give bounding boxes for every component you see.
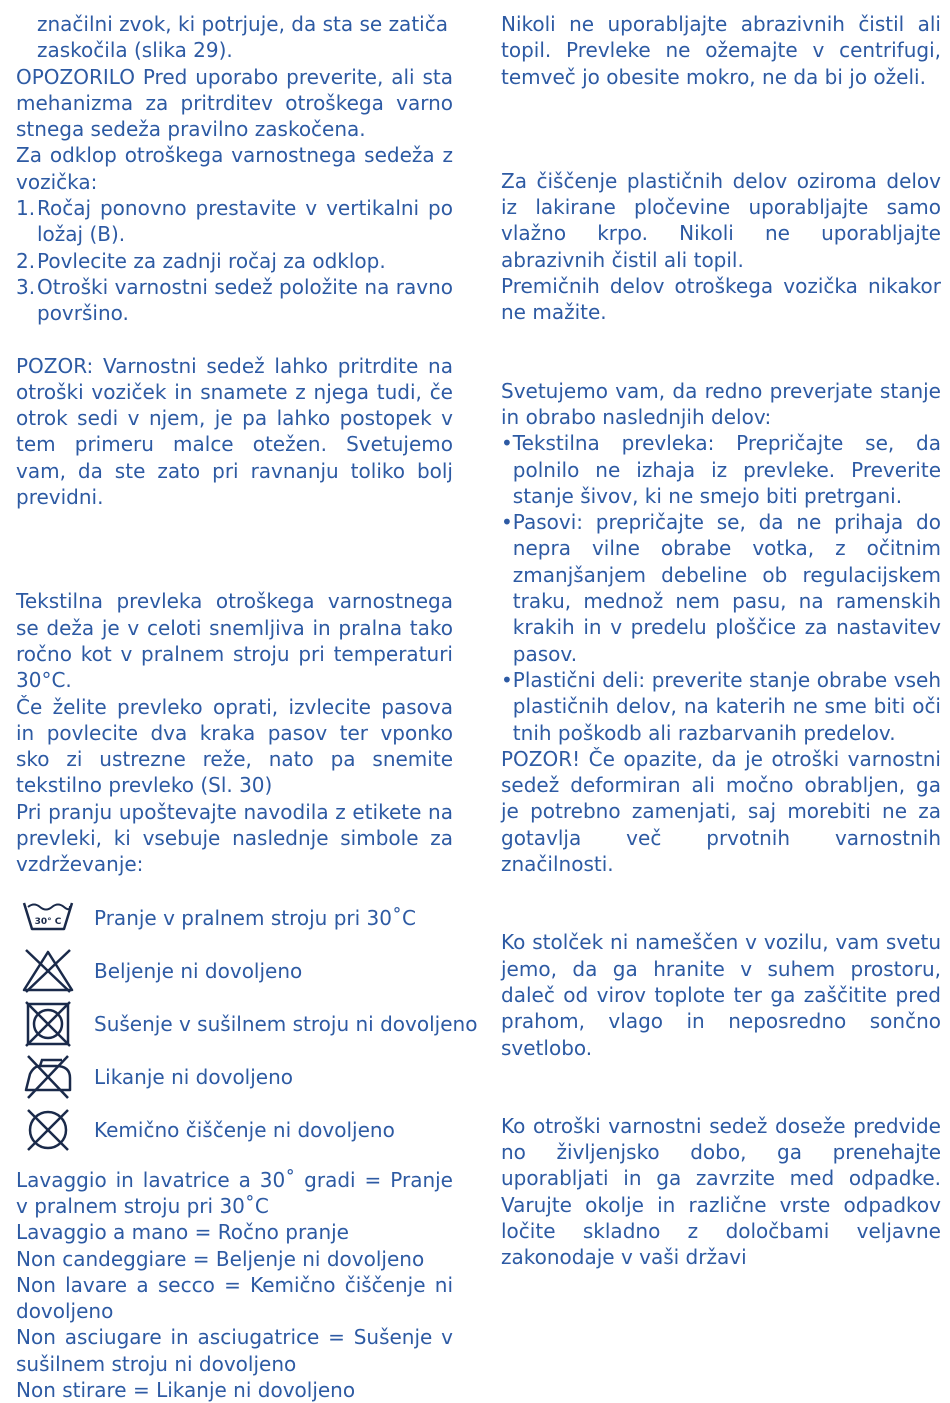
caution-paragraph: POZOR: Varnostni sedež lahko pritrdite na otroški voziček in snamete z njega tudi, če otrok sedi v njem, je pa lahko postopek v tem primeru malce otežen. Svetujemo vam, da ste zato pri ravnanju toliko bolj previdni. [16, 353, 453, 510]
cover-removal-paragraph: Če želite prevleko oprati, izvlecite pasova in povlecite dva kraka pasov ter vponko sko zi ustrezne reže, nato pa snemite tekstilno prevleko (Sl. 30) [16, 694, 453, 798]
no-dry-clean-icon [18, 1105, 78, 1155]
care-symbol-row [16, 892, 453, 945]
no-tumble-dry-icon [18, 999, 78, 1049]
care-symbol-label: Likanje ni dovoljeno [94, 1064, 294, 1089]
detach-steps [16, 195, 453, 326]
warning-paragraph: OPOZORILO Pred uporabo preverite, ali sta mehanizma za pritrditev otroškega varno stnega sedeža pravilno zaskočena. [16, 64, 453, 142]
list-item: • Plastični deli: preverite stanje obrabe vseh plastičnih delov, na katerih ne sme biti oči tnih poškodb ali razbarvanih predelov. [501, 667, 941, 745]
care-symbol-row [16, 998, 478, 1051]
list-item: 2. Povlecite za zadnji ročaj za odklop. [16, 248, 386, 273]
translation-line: Lavaggio in lavatrice a 30˚ gradi = Pranje v pralnem stroju pri 30˚C [16, 1167, 453, 1218]
care-symbol-row [16, 945, 453, 998]
care-symbol-label: Pranje v pralnem stroju pri 30˚C [94, 905, 416, 930]
translation-line: Non candeggiare = Beljenje ni dovoljeno [16, 1246, 425, 1271]
list-item: 1. Ročaj ponovno prestavite v vertikalni po ložaj (B). [16, 196, 453, 247]
list-item: • Tekstilna prevleka: Prepričajte se, da polnilo ne izhaja iz prevleke. Preverite stanje šivov, ki ne smejo biti pretrgani. [501, 431, 941, 508]
care-symbol-row [16, 1051, 453, 1104]
paragraph-latch-line1: značilni zvok, ki potrjuje, da sta se zatiča [37, 12, 448, 36]
inspection-list [501, 430, 941, 746]
svg-text:30° C: 30° C [34, 917, 62, 928]
translations [16, 1167, 453, 1403]
care-symbol-label: Kemično čiščenje ni dovoljeno [94, 1117, 395, 1142]
inspection-intro: Svetujemo vam, da redno preverjate stanje in obrabo naslednjih delov: [501, 378, 941, 429]
no-bleach-icon [18, 946, 78, 996]
no-abrasives-paragraph: Nikoli ne uporabljajte abrazivnih čistil ali topil. Prevleke ne ožemajte v centrifugi, temveč jo obesite mokro, ne da bi jo oželi. [501, 12, 941, 89]
translation-line: Non stirare = Likanje ni dovoljeno [16, 1377, 356, 1402]
plastic-cleaning-paragraph: Za čiščenje plastičnih delov oziroma delov iz lakirane pločevine uporabljajte samo vlažno krpo. Nikoli ne uporabljajte abrazivnih čistil ali topil. [501, 168, 941, 272]
paragraph-latch-sound [16, 11, 453, 64]
translation-line: Non asciugare in asciugatrice = Sušenje v sušilnem stroju ni dovoljeno [16, 1325, 453, 1376]
translation-line: Lavaggio a mano = Ročno pranje [16, 1220, 349, 1245]
list-item: • Pasovi: prepričajte se, da ne prihaja do nepra vilne obrabe votka, z očitnim zmanjšanjem debeline ob regulacijskem traku, mednož nem pasu, na ramenskih krakih in v predelu ploščice za nastavitev pasov. [501, 510, 941, 666]
no-iron-icon [18, 1052, 78, 1102]
care-label-paragraph: Pri pranju upoštevajte navodila z etikete na prevleki, ki vsebuje naslednje simbole za vzdrževanje: [16, 799, 453, 877]
disposal-paragraph: Ko otroški varnostni sedež doseže predvide no življenjsko dobo, ga prenehajte uporabljati in ga zavrzite med odpadke. Varujte okolje in različne vrste odpadkov ločite skladno z določbami veljavne zakonodaje v vaši državi [501, 1113, 941, 1270]
translation-line: Non lavare a secco = Kemično čiščenje ni dovoljeno [16, 1272, 453, 1324]
left-column [16, 11, 478, 1403]
care-symbols [16, 892, 478, 1157]
replace-warning-paragraph: POZOR! Če opazite, da je otroški varnostni sedež deformiran ali močno obrabljen, ga je potrebno zamenjati, saj morebiti ne za gotavlja več prvotnih varnostnih značilnosti. [501, 746, 941, 877]
storage-paragraph: Ko stolček ni nameščen v vozilu, vam svetu jemo, da ga hranite v suhem prostoru, daleč od virov toplote ter ga zaščitite pred prahom, vlago in neposredno sončno svetlobo. [501, 930, 941, 1060]
detach-intro: Za odklop otroškega varnostnega sedeža z vozička: [16, 143, 453, 194]
care-symbol-row [16, 1104, 453, 1157]
cover-washable-paragraph: Tekstilna prevleka otroškega varnostnega se deža je v celoti snemljiva in pralna tako ročno kot v pralnem stroju pri temperaturi 30°C. [16, 589, 453, 693]
care-symbol-label: Beljenje ni dovoljeno [94, 958, 303, 983]
right-column [501, 11, 941, 1271]
no-lubricate-paragraph: Premičnih delov otroškega vozička nikakor ne mažite. [501, 274, 941, 325]
paragraph-latch-line2: zaskočila (slika 29). [37, 38, 233, 63]
wash-30-icon [18, 893, 78, 943]
list-item: 3. Otroški varnostni sedež položite na ravno površino. [16, 274, 453, 326]
care-symbol-label: Sušenje v sušilnem stroju ni dovoljeno [94, 1011, 478, 1036]
